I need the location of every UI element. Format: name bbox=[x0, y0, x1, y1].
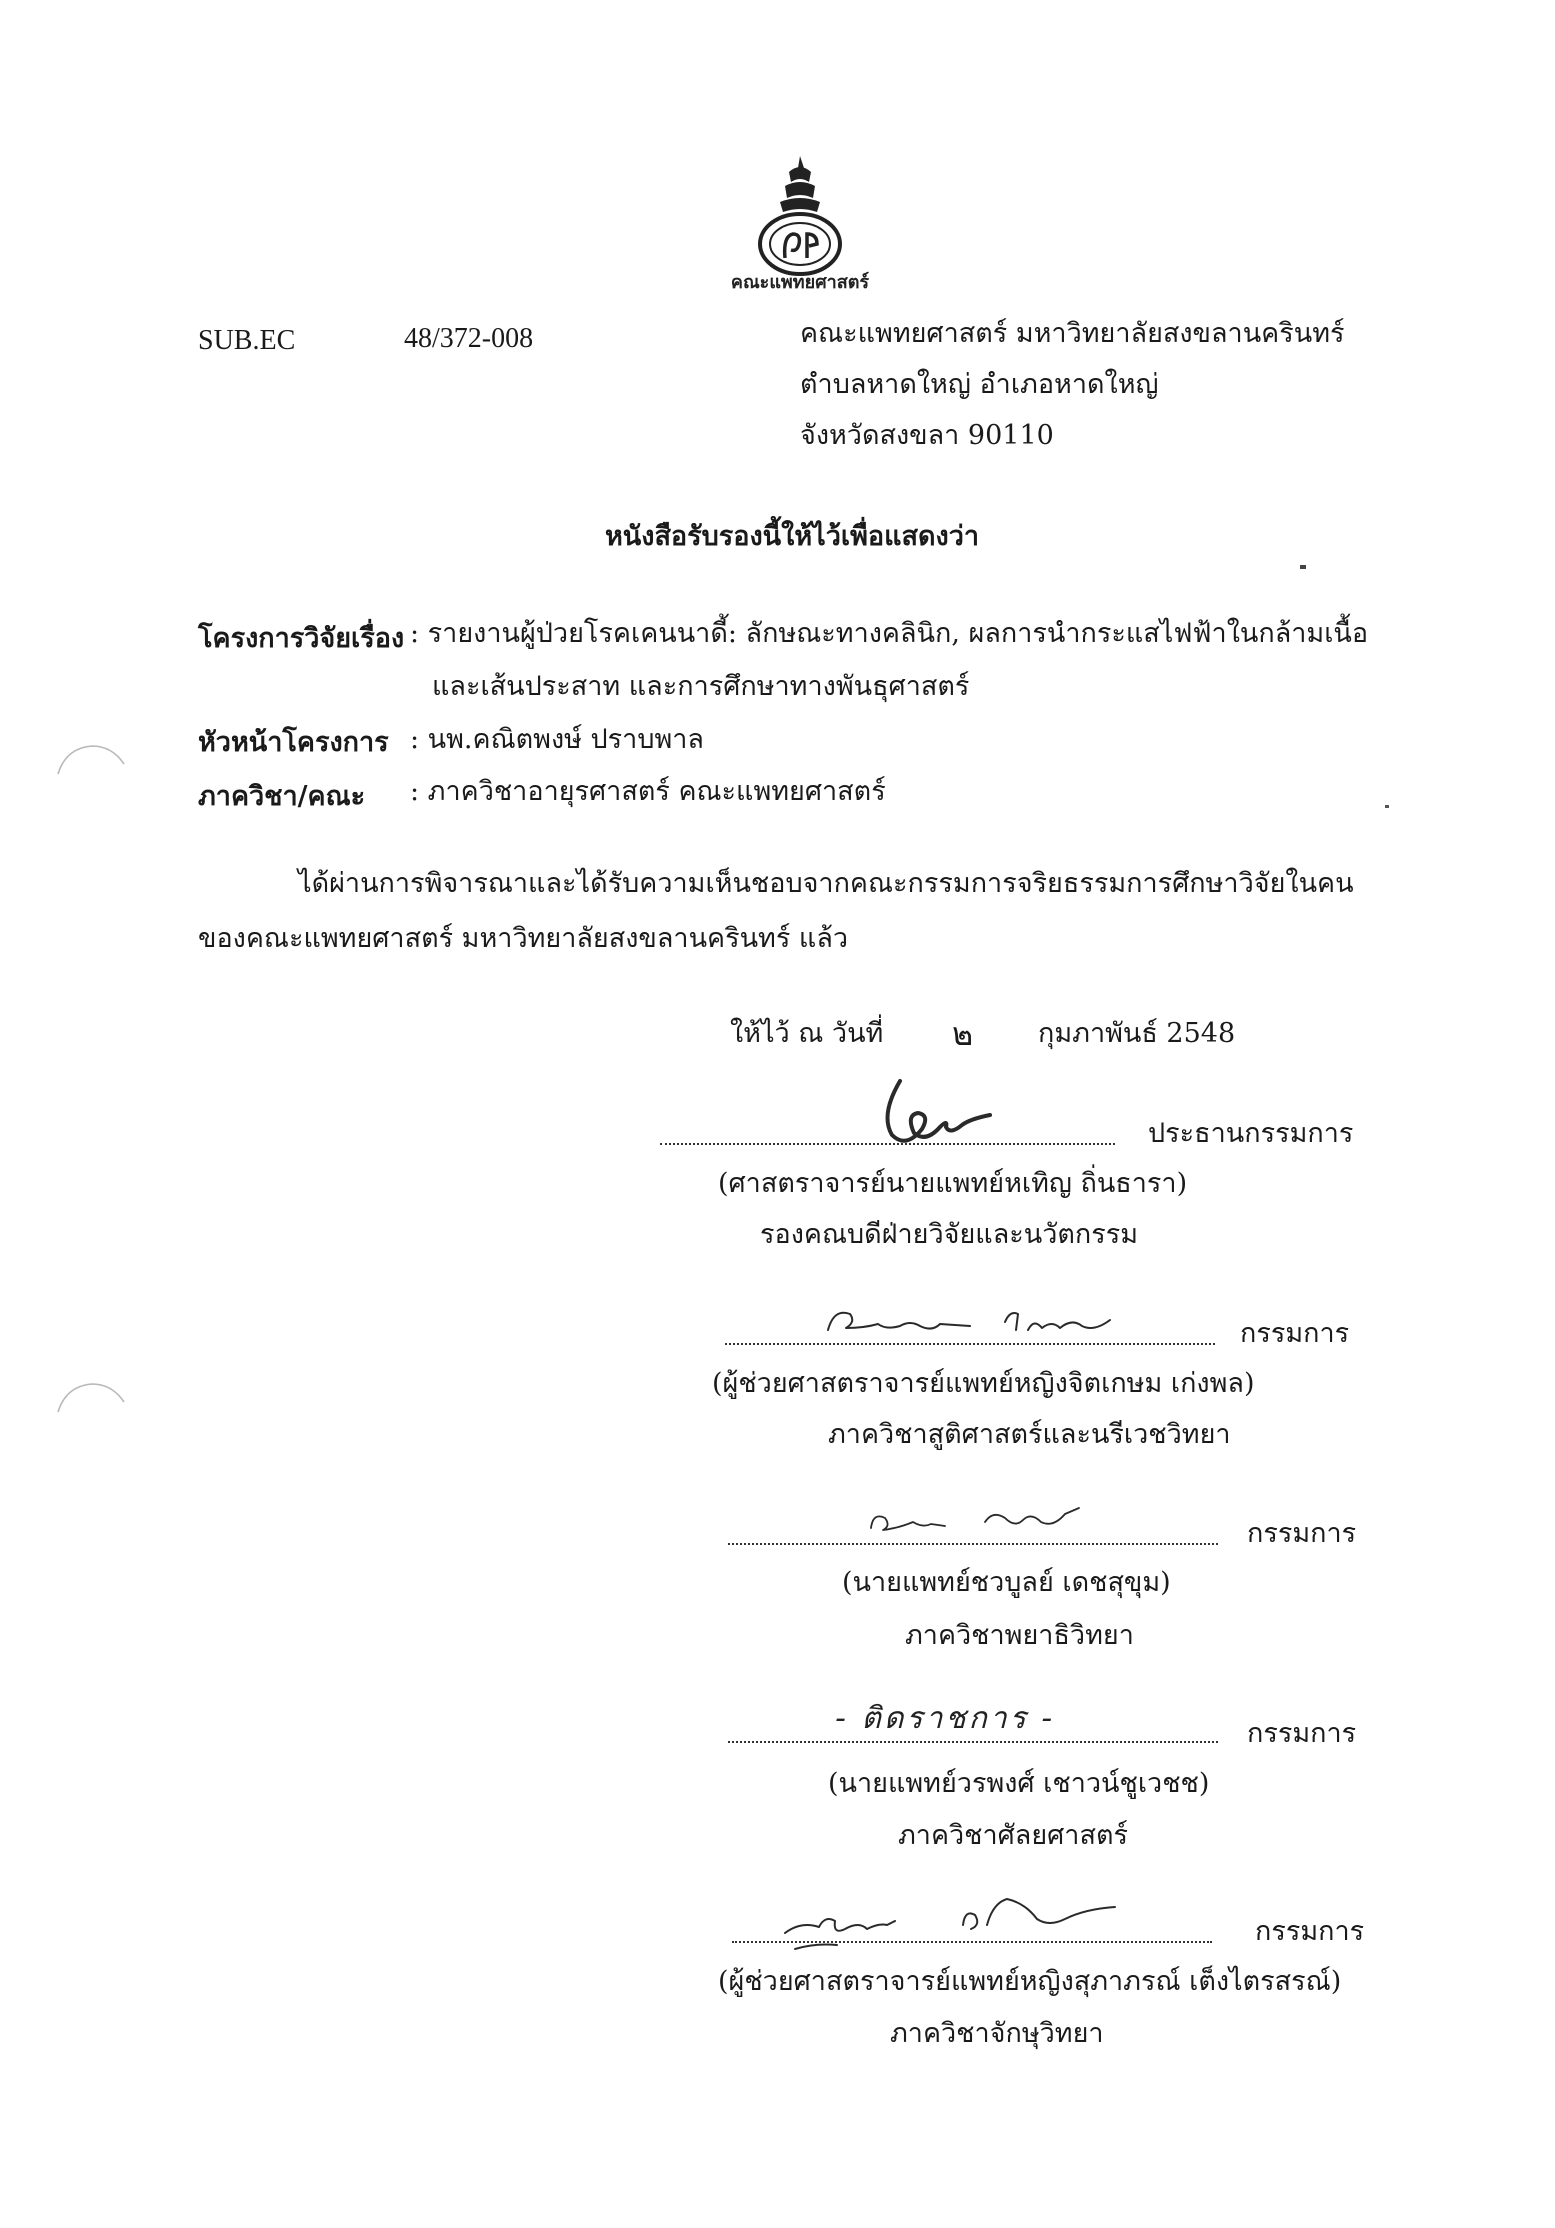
project-head-label: หัวหน้าโครงการ bbox=[198, 727, 389, 758]
signatory-role: กรรมการ bbox=[1247, 1718, 1357, 1749]
project-value: : รายงานผู้ป่วยโรคเคนนาดี้: ลักษณะทางคลินิก, ผลการนำกระแสไฟฟ้าในกล้ามเนื้อ bbox=[410, 618, 1369, 649]
member-signature bbox=[865, 1498, 1095, 1542]
svg-text:คณะแพทยศาสตร์: คณะแพทยศาสตร์ bbox=[730, 272, 870, 293]
signatory-name: (ผู้ช่วยศาสตราจารย์แพทย์หญิงจิตเกษม เก่งพล) bbox=[712, 1368, 1255, 1399]
signatory-name: (ผู้ช่วยศาสตราจารย์แพทย์หญิงสุภาภรณ์ เต็งไตรสรณ์) bbox=[718, 1966, 1342, 1997]
handwritten-absence-note: - ติดราชการ - bbox=[835, 1701, 1056, 1736]
signatory-position: ภาควิชาจักษุวิทยา bbox=[890, 2018, 1104, 2049]
signatory-role: กรรมการ bbox=[1247, 1518, 1357, 1549]
signatory-position: รองคณบดีฝ่ายวิจัยและนวัตกรรม bbox=[760, 1219, 1139, 1250]
page-title: หนังสือรับรองนี้ให้ไว้เพื่อแสดงว่า bbox=[605, 521, 980, 552]
signatory-position: ภาควิชาศัลยศาสตร์ bbox=[898, 1820, 1128, 1851]
signatory-position: ภาควิชาพยาธิวิทยา bbox=[905, 1620, 1134, 1651]
department-label: ภาควิชา/คณะ bbox=[198, 781, 366, 812]
date-month-year: กุมภาพันธ์ 2548 bbox=[1038, 1018, 1236, 1049]
signature-line bbox=[725, 1343, 1215, 1345]
date-day: ๒ bbox=[952, 1015, 974, 1053]
faculty-seal-logo bbox=[725, 148, 875, 298]
signatory-role: ประธานกรรมการ bbox=[1148, 1118, 1354, 1149]
signatory-role: กรรมการ bbox=[1240, 1318, 1350, 1349]
signature-line bbox=[728, 1543, 1218, 1545]
project-label: โครงการวิจัยเรื่อง bbox=[198, 623, 405, 654]
reference-number: 48/372-008 bbox=[404, 323, 534, 354]
punch-hole-mark bbox=[52, 740, 132, 780]
signature-line bbox=[728, 1741, 1218, 1743]
project-head-value: : นพ.คณิตพงษ์ ปราบพาล bbox=[410, 724, 704, 755]
project-value-continued: และเส้นประสาท และการศึกษาทางพันธุศาสตร์ bbox=[432, 671, 970, 702]
punch-hole-mark bbox=[52, 1378, 132, 1418]
department-value: : ภาควิชาอายุรศาสตร์ คณะแพทยศาสตร์ bbox=[410, 776, 886, 807]
signatory-position: ภาควิชาสูติศาสตร์และนรีเวชวิทยา bbox=[828, 1419, 1231, 1450]
signatory-name: (ศาสตราจารย์นายแพทย์หเทิญ ถิ่นธารา) bbox=[718, 1168, 1188, 1199]
address-line-3: จังหวัดสงขลา 90110 bbox=[800, 420, 1054, 451]
signatory-name: (นายแพทย์ชวบูลย์ เดชสุขุม) bbox=[842, 1567, 1171, 1598]
signature-line bbox=[660, 1143, 1115, 1145]
signatory-role: กรรมการ bbox=[1255, 1916, 1365, 1947]
body-paragraph-line-1: ได้ผ่านการพิจารณาและได้รับความเห็นชอบจากคณะกรรมการจริยธรรมการศึกษาวิจัยในคน bbox=[298, 868, 1354, 899]
body-paragraph-line-2: ของคณะแพทยศาสตร์ มหาวิทยาลัยสงขลานครินทร์ แล้ว bbox=[198, 923, 849, 954]
address-line-2: ตำบลหาดใหญ่ อำเภอหาดใหญ่ bbox=[800, 369, 1159, 400]
member-signature bbox=[775, 1885, 1145, 1955]
scan-speck bbox=[1300, 565, 1306, 569]
address-line-1: คณะแพทยศาสตร์ มหาวิทยาลัยสงขลานครินทร์ bbox=[800, 318, 1345, 349]
signature-line bbox=[732, 1941, 1212, 1943]
date-prefix: ให้ไว้ ณ วันที่ bbox=[730, 1018, 884, 1049]
scan-speck bbox=[1385, 805, 1389, 808]
reference-prefix: SUB.EC bbox=[198, 325, 296, 356]
signatory-name: (นายแพทย์วรพงศ์ เชาวน์ชูเวชช) bbox=[828, 1768, 1210, 1799]
